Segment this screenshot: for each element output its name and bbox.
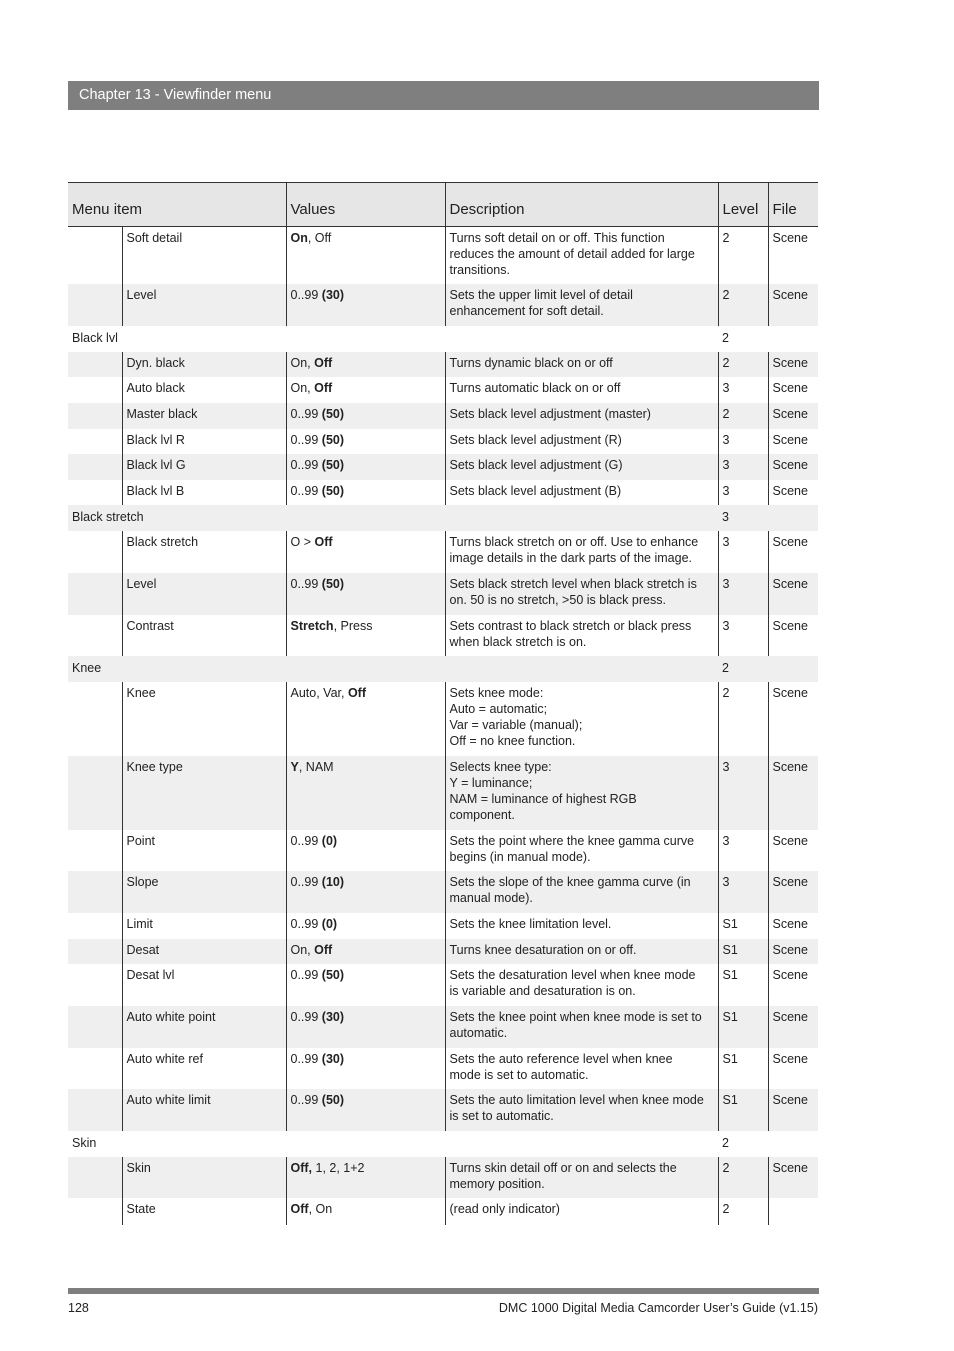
- default-value: (50): [321, 483, 345, 498]
- menu-table-container: [68, 182, 818, 1225]
- indent-cell: [68, 1157, 122, 1198]
- indent-cell: [68, 531, 122, 573]
- menu-item-name: Black lvl G: [122, 454, 286, 480]
- values-cell: [286, 377, 445, 403]
- file-cell: Scene: [768, 1157, 818, 1198]
- value-option: 0..99: [290, 833, 322, 848]
- description-line: Sets knee mode:: [449, 685, 544, 700]
- description-line: Sets black stretch level when black stretch is: [449, 576, 697, 591]
- description-line: transitions.: [449, 263, 510, 277]
- indent-cell: [68, 403, 122, 429]
- group-name: Black stretch: [68, 505, 718, 531]
- menu-item-name: State: [122, 1198, 286, 1225]
- values-cell: [286, 1198, 445, 1225]
- group-row: [68, 656, 818, 682]
- chapter-header-bar: [68, 81, 819, 110]
- description-cell: [445, 1198, 718, 1225]
- description-cell: [445, 871, 718, 913]
- default-value: Off: [290, 1201, 309, 1216]
- indent-cell: [68, 284, 122, 326]
- values-cell: [286, 480, 445, 505]
- description-cell: [445, 1089, 718, 1131]
- table-row: [68, 403, 818, 429]
- level-cell: 2: [718, 227, 768, 284]
- group-row: [68, 1131, 818, 1157]
- file-cell: Scene: [768, 1089, 818, 1131]
- level-cell: 3: [718, 531, 768, 573]
- value-option: 0..99: [290, 483, 322, 498]
- description-line: Sets the point where the knee gamma curve: [449, 833, 695, 848]
- file-cell: Scene: [768, 377, 818, 403]
- table-row: [68, 1198, 818, 1225]
- values-cell: [286, 1048, 445, 1089]
- value-option: 0..99: [290, 1009, 322, 1024]
- level-cell: 3: [718, 377, 768, 403]
- menu-item-name: Level: [122, 573, 286, 615]
- description-line: Sets the desaturation level when knee mode: [449, 967, 696, 982]
- value-option: Auto, Var,: [290, 685, 348, 700]
- indent-cell: [68, 1006, 122, 1048]
- description-line: Sets the auto limitation level when knee mode: [449, 1092, 704, 1107]
- col-header-level: Level: [718, 183, 768, 227]
- file-cell: [768, 1198, 818, 1225]
- indent-cell: [68, 429, 122, 454]
- col-header-description: Description: [445, 183, 718, 227]
- table-row: [68, 964, 818, 1006]
- indent-cell: [68, 377, 122, 403]
- indent-cell: [68, 480, 122, 505]
- table-header-row: [68, 183, 818, 227]
- description-line: memory position.: [449, 1176, 545, 1191]
- description-line: component.: [449, 807, 515, 822]
- level-cell: 2: [718, 656, 768, 682]
- description-line: begins (in manual mode).: [449, 849, 591, 864]
- description-line: (read only indicator): [449, 1201, 560, 1216]
- value-option: , On: [308, 1201, 333, 1216]
- file-cell: [768, 326, 818, 352]
- file-cell: [768, 656, 818, 682]
- description-line: image details in the dark parts of the image.: [449, 550, 692, 565]
- menu-item-name: Skin: [122, 1157, 286, 1198]
- file-cell: Scene: [768, 429, 818, 454]
- file-cell: [768, 1131, 818, 1157]
- chapter-title: Chapter 13 - Viewfinder menu: [79, 87, 272, 103]
- indent-cell: [68, 913, 122, 939]
- default-value: On: [290, 231, 308, 245]
- indent-cell: [68, 871, 122, 913]
- description-line: mode is set to automatic.: [449, 1067, 589, 1082]
- menu-item-name: Dyn. black: [122, 352, 286, 377]
- description-cell: [445, 403, 718, 429]
- file-cell: Scene: [768, 964, 818, 1006]
- description-line: Sets the knee point when knee mode is set to: [449, 1009, 702, 1024]
- values-cell: [286, 682, 445, 756]
- level-cell: S1: [718, 1006, 768, 1048]
- level-cell: S1: [718, 964, 768, 1006]
- default-value: (0): [321, 916, 338, 931]
- description-cell: [445, 682, 718, 756]
- description-cell: [445, 573, 718, 615]
- table-row: [68, 429, 818, 454]
- description-line: NAM = luminance of highest RGB: [449, 791, 637, 806]
- indent-cell: [68, 227, 122, 284]
- level-cell: 2: [718, 403, 768, 429]
- level-cell: 3: [718, 871, 768, 913]
- description-line: enhancement for soft detail.: [449, 303, 604, 318]
- menu-item-name: Auto white ref: [122, 1048, 286, 1089]
- indent-cell: [68, 352, 122, 377]
- table-row: [68, 352, 818, 377]
- footer-bar: [68, 1288, 819, 1294]
- level-cell: 3: [718, 480, 768, 505]
- values-cell: [286, 1089, 445, 1131]
- file-cell: Scene: [768, 531, 818, 573]
- table-row: [68, 1157, 818, 1198]
- description-line: reduces the amount of detail added for large: [449, 247, 695, 261]
- default-value: Off: [314, 942, 333, 957]
- description-line: Sets black level adjustment (master): [449, 406, 651, 421]
- level-cell: 3: [718, 756, 768, 830]
- values-cell: [286, 830, 445, 871]
- description-line: Turns skin detail off or on and selects the: [449, 1160, 677, 1175]
- table-row: [68, 682, 818, 756]
- table-row: [68, 227, 818, 284]
- level-cell: 3: [718, 830, 768, 871]
- description-line: Y = luminance;: [449, 775, 533, 790]
- file-cell: Scene: [768, 913, 818, 939]
- value-option: 0..99: [290, 874, 322, 889]
- table-body: [68, 227, 818, 1225]
- table-row: [68, 1089, 818, 1131]
- description-line: Sets black level adjustment (G): [449, 457, 623, 472]
- col-header-menu-item: Menu item: [68, 183, 286, 227]
- table-row: [68, 480, 818, 505]
- table-row: [68, 377, 818, 403]
- description-line: Var = variable (manual);: [449, 717, 583, 732]
- group-name: Black lvl: [72, 330, 118, 345]
- level-cell: 3: [718, 505, 768, 531]
- default-value: Off: [314, 534, 333, 549]
- level-cell: S1: [718, 1089, 768, 1131]
- level-cell: 3: [718, 615, 768, 656]
- file-cell: Scene: [768, 939, 818, 964]
- description-cell: [445, 227, 718, 284]
- menu-item-name: Auto white limit: [122, 1089, 286, 1131]
- table-row: [68, 871, 818, 913]
- document-title: DMC 1000 Digital Media Camcorder User’s Guide (v1.15): [498, 1301, 818, 1315]
- description-cell: [445, 1006, 718, 1048]
- table-row: [68, 615, 818, 656]
- value-option: 0..99: [290, 432, 322, 447]
- indent-cell: [68, 682, 122, 756]
- default-value: Off: [314, 355, 333, 370]
- menu-item-name: Auto black: [122, 377, 286, 403]
- menu-item-name: Knee: [122, 682, 286, 756]
- default-value: (50): [321, 1092, 345, 1107]
- values-cell: [286, 964, 445, 1006]
- level-cell: 2: [722, 330, 729, 345]
- description-line: automatic.: [449, 1025, 508, 1040]
- indent-cell: [68, 573, 122, 615]
- table-row: [68, 284, 818, 326]
- description-line: Sets the upper limit level of detail: [449, 287, 633, 302]
- menu-item-name: Limit: [122, 913, 286, 939]
- description-line: Turns soft detail on or off. This function: [449, 231, 665, 245]
- menu-item-name: Level: [122, 284, 286, 326]
- group-row: [68, 326, 818, 352]
- default-value: (30): [321, 1051, 345, 1066]
- file-cell: Scene: [768, 284, 818, 326]
- level-cell: 2: [718, 284, 768, 326]
- file-cell: Scene: [768, 830, 818, 871]
- value-option: On,: [290, 355, 315, 370]
- description-cell: [445, 830, 718, 871]
- col-header-file: File: [768, 183, 818, 227]
- description-cell: [445, 480, 718, 505]
- values-cell: [286, 454, 445, 480]
- value-option: , Press: [333, 618, 373, 633]
- file-cell: Scene: [768, 1006, 818, 1048]
- description-line: manual mode).: [449, 890, 533, 905]
- value-option: 0..99: [290, 1092, 322, 1107]
- description-cell: [445, 377, 718, 403]
- menu-item-name: Black lvl B: [122, 480, 286, 505]
- value-option: 0..99: [290, 576, 322, 591]
- description-line: Turns dynamic black on or off: [449, 355, 613, 370]
- default-value: (50): [321, 406, 345, 421]
- values-cell: [286, 756, 445, 830]
- group-name: Knee: [68, 656, 718, 682]
- default-value: Off,: [290, 1160, 313, 1175]
- level-cell: 3: [718, 454, 768, 480]
- value-option: , NAM: [298, 759, 334, 774]
- description-line: Sets the auto reference level when knee: [449, 1051, 673, 1066]
- file-cell: Scene: [768, 454, 818, 480]
- indent-cell: [68, 756, 122, 830]
- level-cell: S1: [718, 939, 768, 964]
- values-cell: [286, 429, 445, 454]
- description-line: is set to automatic.: [449, 1108, 554, 1123]
- value-option: 0..99: [290, 457, 322, 472]
- col-header-values: Values: [286, 183, 445, 227]
- values-cell: [286, 1157, 445, 1198]
- indent-cell: [68, 615, 122, 656]
- menu-item-name: Desat: [122, 939, 286, 964]
- value-option: 0..99: [290, 287, 322, 302]
- menu-item-name: Black stretch: [122, 531, 286, 573]
- level-cell: 2: [718, 352, 768, 377]
- description-line: Off = no knee function.: [449, 733, 576, 748]
- default-value: Y: [290, 759, 299, 774]
- default-value: (50): [321, 457, 345, 472]
- menu-item-name: Black lvl R: [122, 429, 286, 454]
- values-cell: [286, 939, 445, 964]
- menu-item-name: Auto white point: [122, 1006, 286, 1048]
- menu-item-name: Knee type: [122, 756, 286, 830]
- level-cell: S1: [718, 913, 768, 939]
- file-cell: [768, 505, 818, 531]
- description-line: Auto = automatic;: [449, 701, 548, 716]
- table-row: [68, 1048, 818, 1089]
- description-cell: [445, 964, 718, 1006]
- indent-cell: [68, 1198, 122, 1225]
- indent-cell: [68, 964, 122, 1006]
- file-cell: Scene: [768, 480, 818, 505]
- table-row: [68, 830, 818, 871]
- viewfinder-menu-table: [68, 182, 818, 1225]
- description-line: on. 50 is no stretch, >50 is black press.: [449, 592, 666, 607]
- value-option: On,: [290, 380, 315, 395]
- value-option: 0..99: [290, 916, 322, 931]
- values-cell: [286, 352, 445, 377]
- menu-item-name: Point: [122, 830, 286, 871]
- indent-cell: [68, 1048, 122, 1089]
- menu-item-name: Contrast: [122, 615, 286, 656]
- table-row: [68, 939, 818, 964]
- description-line: Sets the knee limitation level.: [449, 916, 612, 931]
- description-line: Sets the slope of the knee gamma curve (in: [449, 874, 691, 889]
- values-cell: [286, 1006, 445, 1048]
- default-value: (50): [321, 432, 345, 447]
- file-cell: Scene: [768, 227, 818, 284]
- value-option: O >: [290, 534, 315, 549]
- description-cell: [445, 913, 718, 939]
- file-cell: Scene: [768, 756, 818, 830]
- indent-cell: [68, 1089, 122, 1131]
- file-cell: Scene: [768, 403, 818, 429]
- indent-cell: [68, 454, 122, 480]
- description-cell: [445, 1157, 718, 1198]
- table-row: [68, 913, 818, 939]
- description-cell: [445, 284, 718, 326]
- level-cell: S1: [718, 1048, 768, 1089]
- group-row: [68, 505, 818, 531]
- level-cell: 2: [722, 1135, 729, 1150]
- menu-item-name: Soft detail: [122, 227, 286, 284]
- value-option: 0..99: [290, 1051, 322, 1066]
- value-option: , Off: [307, 231, 332, 245]
- menu-item-name: Master black: [122, 403, 286, 429]
- file-cell: Scene: [768, 871, 818, 913]
- default-value: Stretch: [290, 618, 334, 633]
- values-cell: [286, 573, 445, 615]
- description-line: Sets black level adjustment (R): [449, 432, 622, 447]
- description-cell: [445, 454, 718, 480]
- default-value: (0): [321, 833, 338, 848]
- description-cell: [445, 615, 718, 656]
- default-value: (50): [321, 967, 345, 982]
- values-cell: [286, 284, 445, 326]
- description-line: Turns black stretch on or off. Use to enhance: [449, 534, 699, 549]
- table-row: [68, 1006, 818, 1048]
- file-cell: Scene: [768, 615, 818, 656]
- description-line: Turns automatic black on or off: [449, 380, 621, 395]
- indent-cell: [68, 939, 122, 964]
- level-cell: 2: [718, 1157, 768, 1198]
- value-option: 1, 2, 1+2: [312, 1160, 365, 1175]
- default-value: (30): [321, 1009, 345, 1024]
- value-option: On,: [290, 942, 315, 957]
- values-cell: [286, 227, 445, 284]
- table-row: [68, 454, 818, 480]
- values-cell: [286, 913, 445, 939]
- values-cell: [286, 615, 445, 656]
- indent-cell: [68, 830, 122, 871]
- values-cell: [286, 531, 445, 573]
- default-value: (30): [321, 287, 345, 302]
- description-line: Selects knee type:: [449, 759, 552, 774]
- file-cell: Scene: [768, 1048, 818, 1089]
- value-option: 0..99: [290, 967, 322, 982]
- group-name: Skin: [72, 1135, 97, 1150]
- values-cell: [286, 871, 445, 913]
- description-line: Sets black level adjustment (B): [449, 483, 622, 498]
- menu-item-name: Slope: [122, 871, 286, 913]
- table-row: [68, 573, 818, 615]
- default-value: (10): [321, 874, 345, 889]
- description-line: is variable and desaturation is on.: [449, 983, 636, 998]
- level-cell: 2: [718, 682, 768, 756]
- description-line: Sets contrast to black stretch or black press: [449, 618, 692, 633]
- level-cell: 3: [718, 573, 768, 615]
- description-cell: [445, 939, 718, 964]
- values-cell: [286, 403, 445, 429]
- file-cell: Scene: [768, 682, 818, 756]
- description-cell: [445, 756, 718, 830]
- default-value: (50): [321, 576, 345, 591]
- description-cell: [445, 429, 718, 454]
- value-option: 0..99: [290, 406, 322, 421]
- description-line: when black stretch is on.: [449, 634, 587, 649]
- file-cell: Scene: [768, 573, 818, 615]
- page-number: 128: [68, 1301, 89, 1315]
- file-cell: Scene: [768, 352, 818, 377]
- table-row: [68, 756, 818, 830]
- default-value: Off: [314, 380, 333, 395]
- menu-item-name: Desat lvl: [122, 964, 286, 1006]
- description-cell: [445, 1048, 718, 1089]
- table-row: [68, 531, 818, 573]
- description-line: Turns knee desaturation on or off.: [449, 942, 637, 957]
- level-cell: 2: [718, 1198, 768, 1225]
- description-cell: [445, 531, 718, 573]
- default-value: Off: [347, 685, 367, 700]
- level-cell: 3: [718, 429, 768, 454]
- description-cell: [445, 352, 718, 377]
